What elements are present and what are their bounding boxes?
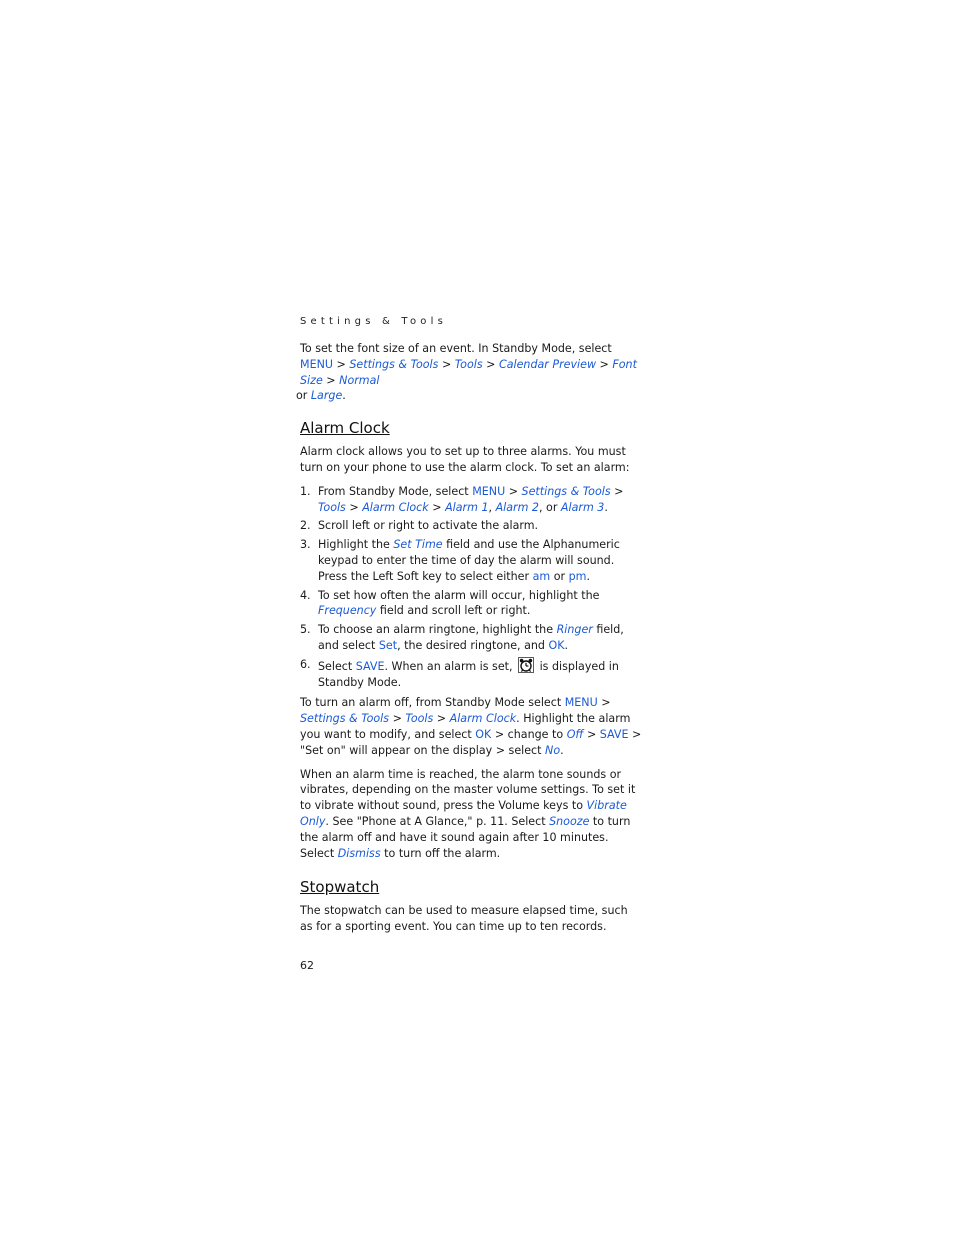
sep: > <box>389 712 406 726</box>
text: . See "Phone at A Glance," p. 11. Select <box>325 814 550 828</box>
text: or <box>296 389 311 403</box>
ringer-term: Ringer <box>556 623 593 637</box>
alarm-clock-term: Alarm Clock <box>449 712 517 726</box>
text: to turn off the alarm. <box>380 846 501 860</box>
tools-term: Tools <box>318 500 346 514</box>
am-term: am <box>532 569 551 583</box>
list-item <box>300 518 642 534</box>
dismiss-term: Dismiss <box>337 846 381 860</box>
list-item <box>300 622 642 654</box>
snooze-term: Snooze <box>549 814 590 828</box>
stopwatch-paragraph: The stopwatch can be used to measure elapsed time, such as for a sporting event. You can time up to ten records. <box>300 904 628 934</box>
menu-term: MENU <box>472 484 506 498</box>
stopwatch-heading: Stopwatch <box>300 878 380 897</box>
text: When an alarm time is reached, the alarm tone sounds or vibrates, depending on the master volume settings. To set it to vibrate without sound, press the Volume keys to <box>300 767 636 813</box>
sep: > <box>438 357 455 371</box>
step-number: 6. <box>300 657 311 671</box>
text: , <box>488 500 496 514</box>
sep: > <box>322 373 340 387</box>
no-term: No <box>545 743 561 757</box>
alarm-off-paragraph <box>300 695 642 758</box>
step-number: 4. <box>300 588 311 602</box>
alarm-intro: Alarm clock allows you to set up to three alarms. You must turn on your phone to use the alarm clock. To set an alarm: <box>300 445 630 474</box>
sep: > <box>596 357 613 371</box>
settings-tools-term: Settings & Tools <box>521 484 611 498</box>
text: field and scroll left or right. <box>376 604 531 618</box>
tools-term: Tools <box>454 357 483 371</box>
alarm-clock-heading: Alarm Clock <box>300 419 390 438</box>
text: > "Set on" will appear on the display > select <box>300 727 642 757</box>
text: . When an alarm is set, <box>384 659 517 673</box>
off-term: Off <box>566 727 584 741</box>
list-item <box>300 657 642 691</box>
sep: > <box>583 727 600 741</box>
text: Select <box>318 659 356 673</box>
text: . Highlight the alarm you want to modify, and select <box>300 712 631 741</box>
step-number: 5. <box>300 623 311 637</box>
settings-tools-term: Settings & Tools <box>300 712 390 726</box>
alarm-clock-icon <box>518 657 534 673</box>
save-term: SAVE <box>599 727 629 741</box>
text: From Standby Mode, select <box>318 484 473 498</box>
font-size-term: Font Size <box>300 357 637 387</box>
menu-term: MENU <box>564 696 598 710</box>
text: , or <box>538 500 561 514</box>
ok-term: OK <box>475 727 492 741</box>
text: field and use the Alphanumeric keypad to enter the time of day the alarm will sound. Press the Left Soft key to select either <box>318 538 620 583</box>
sep: > <box>505 484 522 498</box>
alarm-3-term: Alarm 3 <box>560 500 605 514</box>
list-item <box>300 537 642 584</box>
sep: > <box>428 500 446 514</box>
sep: > <box>333 357 350 371</box>
text: Scroll left or right to activate the alarm. <box>318 519 539 533</box>
text: or <box>550 569 569 583</box>
settings-tools-term: Settings & Tools <box>349 357 439 371</box>
menu-term: MENU <box>300 357 333 371</box>
vibrate-only-term: Vibrate Only <box>300 799 627 828</box>
save-term: SAVE <box>355 659 385 673</box>
text: to turn the alarm off and have it sound again after 10 minutes. Select <box>300 814 631 860</box>
page-number: 62 <box>300 958 314 972</box>
sep: > <box>610 484 624 498</box>
list-item <box>300 588 642 620</box>
set-term: Set <box>378 638 398 652</box>
text: . <box>586 569 590 583</box>
alarm-clock-term: Alarm Clock <box>362 500 429 514</box>
step-number: 2. <box>300 519 311 533</box>
set-time-term: Set Time <box>393 538 443 552</box>
text: . <box>604 500 608 514</box>
alarm-steps <box>300 484 642 691</box>
normal-term: Normal <box>339 373 380 387</box>
alarm-2-term: Alarm 2 <box>495 500 539 514</box>
sep: > <box>597 696 611 710</box>
text: Highlight the <box>318 538 394 552</box>
list-item <box>300 484 642 516</box>
pm-term: pm <box>568 569 587 583</box>
vibrate-paragraph <box>300 767 642 862</box>
running-head: Settings & Tools <box>300 316 448 327</box>
calendar-preview-term: Calendar Preview <box>498 357 597 371</box>
text: To choose an alarm ringtone, highlight the <box>318 623 557 637</box>
large-term: Large <box>310 389 343 403</box>
tools-term: Tools <box>405 712 434 726</box>
alarm-1-term: Alarm 1 <box>445 500 489 514</box>
text: , the desired ringtone, and <box>397 638 549 652</box>
text: field, and select <box>318 623 624 652</box>
sep: > <box>482 357 499 371</box>
text: . <box>564 638 569 652</box>
sep: > <box>433 712 450 726</box>
text: . <box>560 743 564 757</box>
text: is displayed in Standby Mode. <box>318 659 619 689</box>
font-size-paragraph <box>296 341 642 404</box>
ok-term: OK <box>548 638 565 652</box>
text: To set how often the alarm will occur, highlight the <box>318 588 600 602</box>
manual-page <box>296 316 642 972</box>
step-number: 1. <box>300 484 311 498</box>
text: To turn an alarm off, from Standby Mode select <box>300 696 565 710</box>
step-number: 3. <box>300 538 311 552</box>
sep: > <box>345 500 363 514</box>
text: To set the font size of an event. In Standby Mode, select <box>300 342 612 355</box>
text: . <box>342 389 346 403</box>
text: > change to <box>491 727 567 741</box>
frequency-term: Frequency <box>318 604 377 618</box>
